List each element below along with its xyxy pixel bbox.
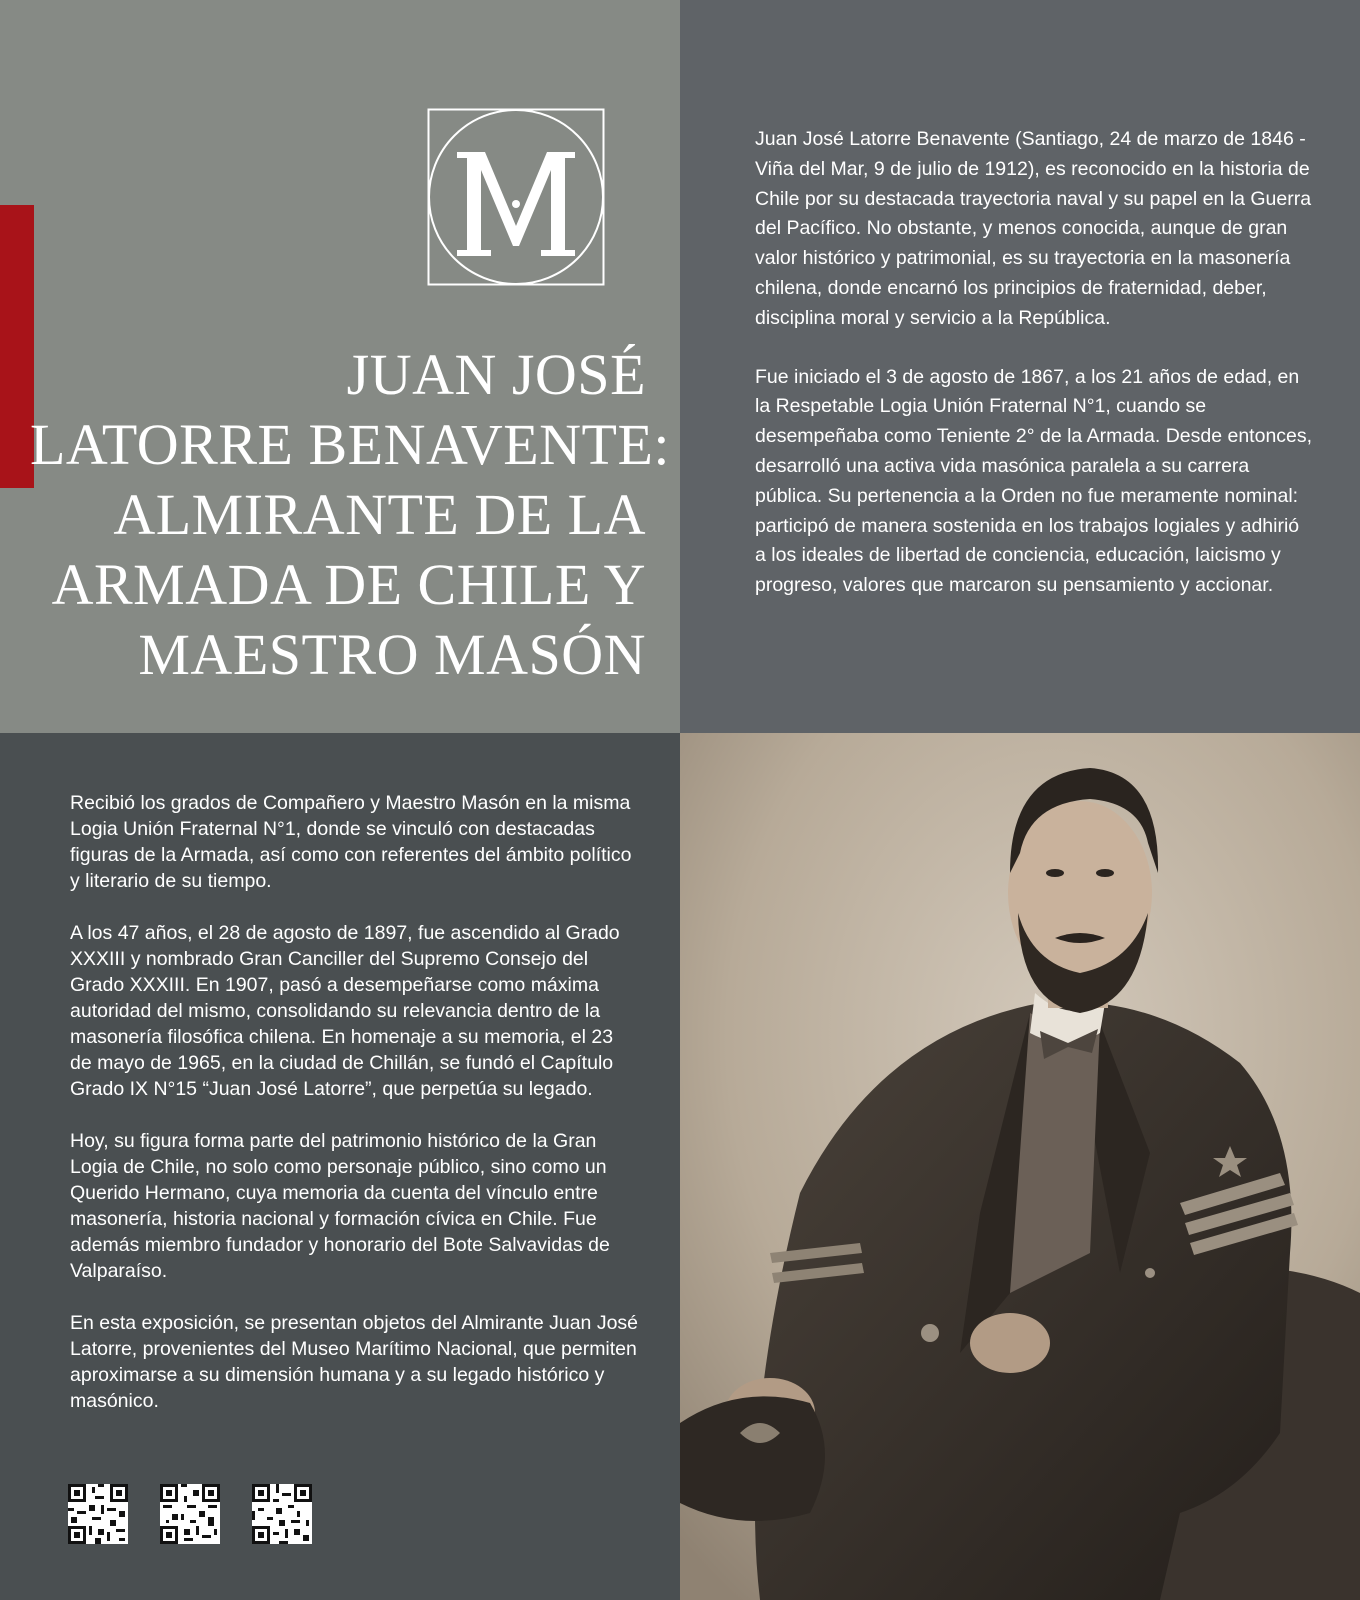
body-paragraph: A los 47 años, el 28 de agosto de 1897, fue ascendido al Grado XXXIII y nombrado Gran Canciller del Supremo Consejo del Grado XXXIII. En 1907, pasó a desempeñarse como máxima autoridad del mismo, consolidando su relevancia dentro de la masonería filosófica chilena. En homenaje a su memoria, el 23 de mayo de 1965, en la ciudad de Chillán, se fundó el Capítulo Grado IX N°15 “Juan José Latorre”, que perpetúa su legado. bbox=[70, 922, 620, 1100]
intro-text bbox=[755, 125, 1315, 630]
title-line: MAESTRO MASÓN bbox=[138, 622, 646, 687]
title-line: LATORRE BENAVENTE: bbox=[30, 412, 671, 477]
title-line: ARMADA DE CHILE Y bbox=[51, 552, 646, 617]
title-line: ALMIRANTE DE LA bbox=[113, 482, 646, 547]
title-line: JUAN JOSÉ bbox=[346, 342, 646, 407]
body-paragraph: En esta exposición, se presentan objetos del Almirante Juan José Latorre, provenientes del Museo Marítimo Nacional, que permiten aproximarse a su dimensión humana y a su legado histórico y masónico. bbox=[70, 1312, 639, 1412]
body-paragraph: Recibió los grados de Compañero y Maestro Masón en la misma Logia Unión Fraternal N°1, donde se vinculó con destacadas figuras de la Armada, así como con referentes del ámbito político y literario de su tiempo. bbox=[70, 792, 632, 892]
qr-code-icon[interactable] bbox=[252, 1484, 312, 1544]
page-title bbox=[30, 340, 671, 690]
qr-code-icon[interactable] bbox=[68, 1484, 128, 1544]
body-text bbox=[70, 790, 640, 1440]
red-accent-bar bbox=[0, 205, 34, 488]
intro-paragraph: Juan José Latorre Benavente (Santiago, 24 de marzo de 1846 - Viña del Mar, 9 de julio de 1912), es reconocido en la historia de Chile por su destacada trayectoria naval y su papel en la Guerra del Pacífico. No obstante, y menos conocida, aunque de gran valor histórico y patrimonial, es su trayectoria en la masonería chilena, donde encarnó los principios de fraternidad, deber, disciplina moral y servicio a la República. bbox=[755, 128, 1312, 329]
body-paragraph: Hoy, su figura forma parte del patrimonio histórico de la Gran Logia de Chile, no solo como personaje público, sino como un Querido Hermano, cuya memoria da cuenta del vínculo entre masonería, historia nacional y formación cívica en Chile. Fue además miembro fundador y honorario del Bote Salvavidas de Valparaíso. bbox=[70, 1130, 610, 1282]
qr-code-icon[interactable] bbox=[160, 1484, 220, 1544]
portrait-photo bbox=[680, 733, 1360, 1600]
masonic-m-logo-icon bbox=[427, 108, 605, 286]
intro-paragraph: Fue iniciado el 3 de agosto de 1867, a los 21 años de edad, en la Respetable Logia Unión Fraternal N°1, cuando se desempeñaba como Teniente 2° de la Armada. Desde entonces, desarrolló una activa vida masónica paralela a su carrera pública. Su pertenencia a la Orden no fue meramente nominal: participó de manera sostenida en los trabajos logiales y adhirió a los ideales de libertad de conciencia, educación, laicismo y progreso, valores que marcaron su pensamiento y accionar. bbox=[755, 365, 1313, 597]
